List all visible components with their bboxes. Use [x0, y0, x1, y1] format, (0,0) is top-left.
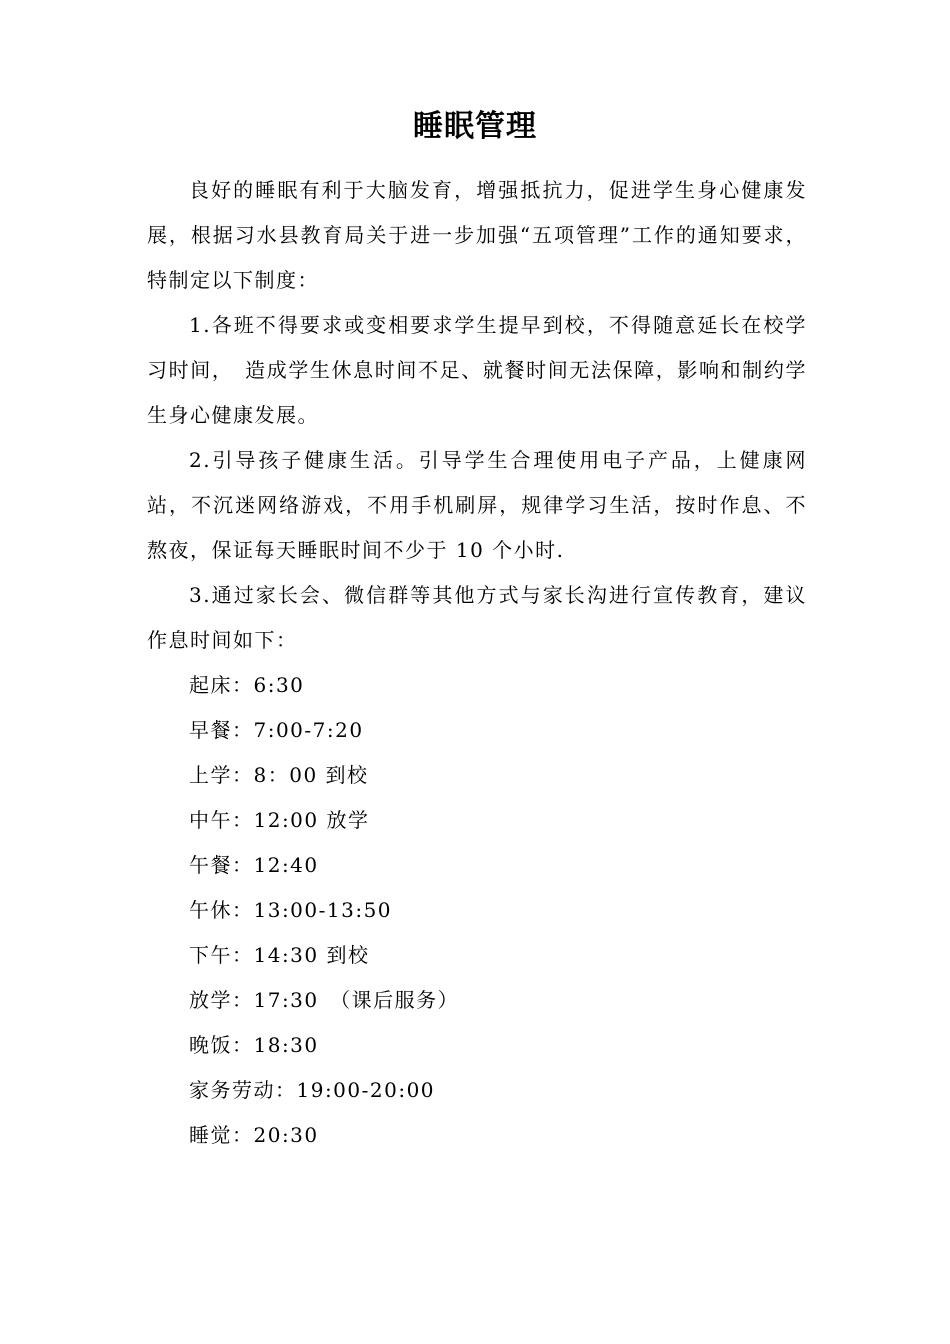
schedule-item-wake-up: 起床：6:30 [189, 673, 305, 697]
rule-2-paragraph: 2.引导孩子健康生活。引导学生合理使用电子产品，上健康网站，不沉迷网络游戏，不用手机刷屏，规律学习生活，按时作息、不熬夜，保证每天睡眠时间不少于 10 个小时. [147, 448, 807, 562]
schedule-item-breakfast: 早餐：7:00-7:20 [189, 718, 364, 742]
rule-1-paragraph: 1.各班不得要求或变相要求学生提早到校，不得随意延长在校学习时间， 造成学生休息时间不足、就餐时间无法保障，影响和制约学生身心健康发展。 [147, 313, 807, 427]
rule-3-paragraph: 3.通过家长会、微信群等其他方式与家长沟进行宣传教育，建议作息时间如下： [147, 583, 807, 652]
schedule-item-noon-dismissal: 中午：12:00 放学 [189, 808, 370, 832]
schedule-list [147, 663, 807, 1158]
intro-paragraph: 良好的睡眠有利于大脑发育，增强抵抗力，促进学生身心健康发展，根据习水县教育局关于进一步加强“五项管理”工作的通知要求，特制定以下制度： [147, 178, 807, 292]
schedule-item-nap: 午休：13:00-13:50 [189, 898, 393, 922]
schedule-item-bedtime: 睡觉：20:30 [189, 1123, 319, 1147]
schedule-item-dismissal: 放学：17:30 （课后服务） [189, 988, 460, 1012]
schedule-item-lunch: 午餐：12:40 [189, 853, 319, 877]
schedule-item-dinner: 晚饭：18:30 [189, 1033, 319, 1057]
document-body [147, 168, 807, 1158]
schedule-item-housework: 家务劳动：19:00-20:00 [189, 1078, 436, 1102]
schedule-item-afternoon-arrival: 下午：14:30 到校 [189, 943, 370, 967]
document-title: 睡眠管理 [413, 109, 537, 144]
schedule-item-school-arrival: 上学：8：00 到校 [189, 763, 369, 787]
